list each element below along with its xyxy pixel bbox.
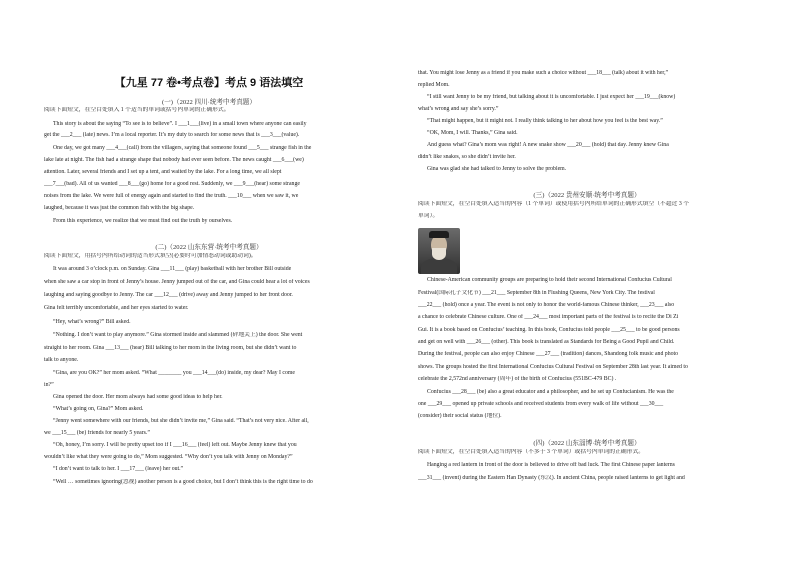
passage-line: Festival(国际孔子文化节) ___21___ September 8th in Flushing Queens, New York City. The festival [418, 290, 655, 296]
passage-line: celebrate the 2,572nd anniversary (周年) of the birth of Confucius (551BC-479 BC) . [418, 376, 617, 382]
passage-line: when she saw a car stop in front of Jenny’s house. Jenny jumped out of the car, and Gina could hear a lot of voices [44, 279, 310, 285]
page-title: 【九星 77 卷•考点卷】考点 9 语法填空 [114, 77, 304, 89]
passage-line: “That might happen, but it might not. I really think talking to her about how you feel is the best way.” [427, 118, 663, 124]
passage-line: “OK, Mom, I will. Thanks,” Gina said. [427, 130, 518, 136]
section-4-instruction: 阅读下面短文，在空白处填入适当的内容（不多于 3 个单词）或括号内单词的正确形式。 [418, 449, 645, 455]
passage-line: in?” [44, 382, 54, 388]
passage-line: “Hey, what’s wrong?” Bill asked. [53, 319, 131, 325]
section-4-title: (四)（2022 山东淄博·统考中考真题） [533, 440, 641, 447]
passage-line: laughing and saying goodbye to Jenny. The car ___12___ (drive) away and Jenny jumped to her front door. [44, 292, 293, 298]
passage-line: noises from the lake. We were full of energy again and started to find the truth. ___10___ when we saw it, we [44, 193, 299, 199]
passage-line: we ___15___ (be) friends for nearly 5 years.” [44, 430, 150, 436]
passage-line: “Jenny went somewhere with our friends, but she didn’t invite me,” Gina said. “That’s not very nice. After all, [53, 418, 309, 424]
passage-line: Gina felt terribly uncomfortable, and her eyes started to water. [44, 305, 189, 311]
passage-line: replied Mom. [418, 82, 450, 88]
section-3-instruction: 阅读下面短文，在空白处填入适当的内容（1 个单词）或使用括号内所给单词的正确形式填空（不超过 3 个 [418, 201, 690, 207]
passage-line: attention. Later, several friends and I set up a tent, and waited by the lake. For a long time, we all slept [44, 169, 282, 175]
section-3-title: (三)（2022 贵州安顺·统考中考真题） [533, 192, 641, 199]
passage-line: Hanging a red lantern in front of the door is believed to drive off bad luck. The first Chinese paper lanterns [427, 462, 675, 468]
passage-line: During the festival, people can also enjoy Chinese ___27___ (tradition) dances, Shandong folk music and photo [418, 351, 678, 357]
passage-line: a chance to celebrate Chinese culture. One of ___24___ most important parts of the festival is to recite the Di Zi [418, 314, 679, 320]
passage-line: “Nothing. I don’t want to play anymore.” Gina stormed inside and slammed (砰地关上) the door. She went [53, 332, 303, 338]
passage-line: Gui. It is a book based on Confucius’ teaching. In this book, Confucius told people ___25___ to be good persons [418, 327, 680, 333]
passage-line: laughed, because it was just the common fish with the big shape. [44, 205, 195, 211]
passage-line: Chinese-American community groups are preparing to hold their second International Confucius Cultural [427, 277, 672, 283]
passage-line: ___31___ (invent) during the Eastern Han Dynasty (东汉). In ancient China, people raised lanterns to get light and [418, 475, 685, 481]
section-2-title: (二)（2022 山东东营·统考中考真题） [155, 244, 263, 251]
passage-line: And guess what? Gina’s mom was right! A new snake show ___20___ (hold) that day. Jenny knew Gina [427, 142, 669, 148]
passage-line: “I don’t want to talk to her. I ___17___ (leave) her out.” [53, 466, 184, 472]
passage-line: Gina was glad she had talked to Jenny to solve the problem. [427, 166, 567, 172]
passage-line: that. You might lose Jenny as a friend if you make such a choice without ___18___ (talk) about it with her,” [418, 70, 669, 76]
passage-line: straight to her room. Gina ___13___ (hear) Bill talking to her mom in the living room, but she didn’t want to [44, 345, 297, 351]
passage-line: Confucius ___28___ (be) also a great educator and a philosopher, and he set up Confucianism. He was the [427, 389, 674, 395]
confucius-portrait-image [418, 228, 460, 274]
passage-line: From this experience, we realize that we must find out the truth by ourselves. [53, 218, 233, 224]
passage-line: “What’s going on, Gina?” Mom asked. [53, 406, 144, 412]
passage-line: “Gina, are you OK?” her mom asked. “What ________ you ___14___(do) inside, my dear? May I come [53, 370, 295, 376]
passage-line: shows. The groups hosted the first International Confucius Cultural Festival on September 28th last year. It aimed to [418, 364, 688, 370]
passage-line: lake late at night. The fish had a strange shape that nobody had ever seen before. The news caught ___6___(we) [44, 157, 304, 163]
section-1-instruction: 阅读下面短文，在空白处填入 1 个适当的单词或括号内单词的正确形式。 [44, 107, 230, 113]
passage-line: wouldn’t like what they were going to do,” Mom suggested. “Why don’t you talk with Jenny on Monday?” [44, 454, 293, 460]
section-3-instruction: 单词）。 [418, 213, 439, 219]
passage-line: didn’t like snakes, so she didn’t invite her. [418, 154, 516, 160]
passage-line: get the ___2___ (late) news. I’m a local reporter. It’s my duty to search for some news that is ___3___(value). [44, 132, 300, 138]
passage-line: “Oh, honey, I’m sorry. I will be pretty upset too if I ___16___ (feel) left out. Maybe Jenny knew that you [53, 442, 297, 448]
section-1-title: (一)（2022 四川·统考中考真题） [162, 99, 256, 106]
section-2-instruction: 阅读下面短文，用括号内所给动词的适当形式填空(必要时可加情态动词或助动词)。 [44, 253, 257, 259]
passage-line: one ___29___ opened up private schools and received students from every walk of life without ___30___ [418, 401, 664, 407]
passage-line: (consider) their social status (地位). [418, 413, 502, 419]
passage-line: “I still want Jenny to be my friend, but talking about it is uncomfortable. I just expect her ___19___(know) [427, 94, 676, 100]
passage-line: ___7___(bad). All of us wanted ___8___(go) home for a good rest. Suddenly, we ___9___(hear) some strange [44, 181, 300, 187]
passage-line: This story is about the saying “To see is to believe”. I ___1___(live) in a small town where anyone can easily [53, 121, 307, 127]
passage-line: and get on well with ___26___ (other). This book is translated as Standards for Being a Good Pupil and Child. [418, 339, 675, 345]
passage-line: “Well … sometimes ignoring(忽视) another person is a good choice, but I don’t think this is the right time to do [53, 479, 313, 485]
passage-line: Gina opened the door. Her mom always had some good ideas to help her. [53, 394, 223, 400]
passage-line: It was around 3 o’clock p.m. on Sunday. Gina ___11___ (play) basketball with her brother Bill outside [53, 266, 292, 272]
passage-line: talk to anyone. [44, 357, 79, 363]
passage-line: ___22___ (hold) once a year. The event is not only to honor the world-famous Chinese thinker, ___23___ also [418, 302, 675, 308]
passage-line: One day, we got many ___4___(call) from the villagers, saying that someone found ___5___ strange fish in the [53, 145, 312, 151]
passage-line: what’s wrong and say she’s sorry.” [418, 106, 499, 112]
